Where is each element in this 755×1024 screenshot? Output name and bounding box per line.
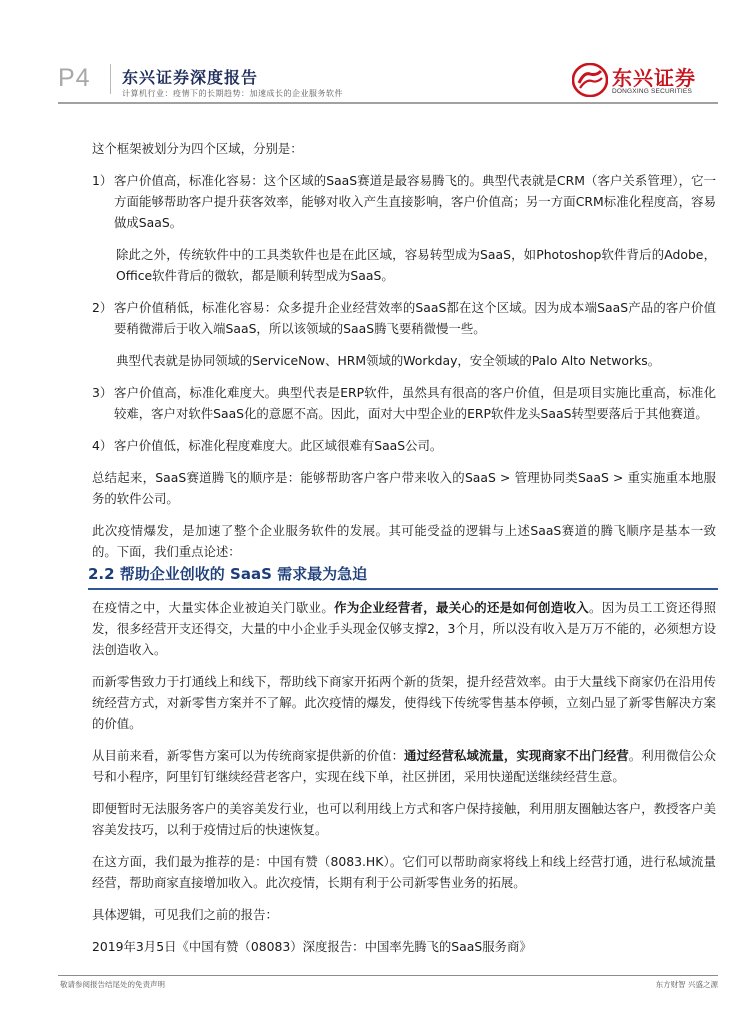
footer-rule xyxy=(58,975,718,976)
header-divider xyxy=(110,64,111,94)
paragraph-5: 在这方面，我们最为推荐的是：中国有赞（8083.HK）。它们可以帮助商家将线上和线上经营打通，进行私域流量经营，帮助商家直接增加收入。此次疫情，长期有利于公司新零售业务的拓展。 xyxy=(92,854,716,890)
header-rule xyxy=(58,102,718,104)
list-extra: 典型代表就是协同领域的ServiceNow、HRM领域的Workday，安全领域的Palo Alto Networks。 xyxy=(116,353,661,368)
list-extra: 除此之外，传统软件中的工具类软件也是在此区域，容易转型成为SaaS，如Photoshop软件背后的Adobe，Office软件背后的微软，都是顺利转型成为SaaS。 xyxy=(116,247,716,283)
list-number: 1） xyxy=(92,173,113,188)
list-item-4 xyxy=(92,435,716,456)
page-header xyxy=(0,0,755,110)
footer-disclaimer: 敬请参阅报告结尾处的免责声明 xyxy=(60,980,165,989)
report-title: 东兴证券深度报告 xyxy=(122,68,259,87)
list-text: 客户价值低，标准化程度难度大。此区域很难有SaaS公司。 xyxy=(114,438,443,453)
list-item-2 xyxy=(92,297,716,339)
list-number: 4） xyxy=(92,438,113,453)
summary-paragraph: 总结起来，SaaS赛道腾飞的顺序是：能够帮助客户客户带来收入的SaaS > 管理协同类SaaS > 重实施重本地服务的软件公司。 xyxy=(92,470,716,506)
section-rule xyxy=(88,588,718,590)
text-run: 在疫情之中，大量实体企业被迫关门歇业。 xyxy=(92,600,335,615)
body-text xyxy=(92,138,716,573)
section-heading: 2.2 帮助企业创收的 SaaS 需求最为急迫 xyxy=(88,565,368,583)
page-number: P4 xyxy=(58,64,91,92)
list-text: 客户价值高，标准化容易：这个区域的SaaS赛道是最容易腾飞的。典型代表就是CRM（客户关系管理），它一方面能够帮助客户提升获客效率，能够对收入产生直接影响，客户价值高；另一方面CRM标准化程度高，容易做成SaaS。 xyxy=(114,173,716,230)
logo-mark-icon xyxy=(572,63,608,97)
paragraph-2: 而新零售致力于打通线上和线下，帮助线下商家开拓两个新的货架，提升经营效率。由于大量线下商家仍在沿用传统经营方式，对新零售方案并不了解。此次疫情的爆发，使得线下传统零售基本停顿，立刻凸显了新零售解决方案的价值。 xyxy=(92,674,716,731)
report-subtitle: 计算机行业：疫情下的长期趋势：加速成长的企业服务软件 xyxy=(122,89,343,98)
list-number: 2） xyxy=(92,300,113,315)
paragraph-1 xyxy=(92,597,716,660)
paragraph-3 xyxy=(92,745,716,787)
text-run: 。利用微信公众号和小程序，阿里钉钉继续经营老客户，实现在线下单，社区拼团，采用快递配送继续经营生意。 xyxy=(92,748,717,784)
list-number: 3） xyxy=(92,385,113,400)
logo-text-en: DONGXING SECURITIES xyxy=(612,88,693,95)
logo-text-cn: 东兴证券 xyxy=(612,66,696,90)
text-run: 从目前来看，新零售方案可以为传统商家提供新的价值： xyxy=(92,748,405,763)
list-text: 客户价值高，标准化难度大。典型代表是ERP软件，虽然具有很高的客户价值，但是项目实施比重高，标准化较难，客户对软件SaaS化的意愿不高。因此，面对大中型企业的ERP软件龙头SaaS转型要落后于其他赛道。 xyxy=(114,385,716,421)
section-body xyxy=(92,597,716,968)
list-item-1 xyxy=(92,170,716,233)
epidemic-paragraph: 此次疫情爆发，是加速了整个企业服务软件的发展。其可能受益的逻辑与上述SaaS赛道的腾飞顺序是基本一致的。下面，我们重点论述： xyxy=(92,523,716,559)
company-logo xyxy=(572,61,712,101)
intro-paragraph: 这个框架被划分为四个区域，分别是： xyxy=(92,141,303,156)
bold-text: 作为企业经营者，最关心的还是如何创造收入 xyxy=(334,600,589,615)
report-reference: 2019年3月5日《中国有赞（08083）深度报告：中国率先腾飞的SaaS服务商》 xyxy=(92,939,532,954)
paragraph-4: 即便暂时无法服务客户的美容美发行业，也可以利用线上方式和客户保持接触，利用朋友圈触达客户，教授客户美容美发技巧，以利于疫情过后的快速恢复。 xyxy=(92,801,716,837)
text-run: 。因为员工工资还得照发，很多经营开支还得交，大量的中小企业手头现金仅够支撑2，3个月，所以没有收入是万万不能的，必须想方设法创造收入。 xyxy=(92,600,717,657)
footer-slogan: 东方财智 兴盛之源 xyxy=(655,980,718,989)
list-item-3 xyxy=(92,382,716,424)
paragraph-6: 具体逻辑，可见我们之前的报告： xyxy=(92,907,278,922)
bold-text: 通过经营私域流量，实现商家不出门经营 xyxy=(404,748,629,763)
list-text: 客户价值稍低，标准化容易：众多提升企业经营效率的SaaS都在这个区域。因为成本端SaaS产品的客户价值要稍微滞后于收入端SaaS，所以该领域的SaaS腾飞要稍微慢一些。 xyxy=(114,300,716,336)
